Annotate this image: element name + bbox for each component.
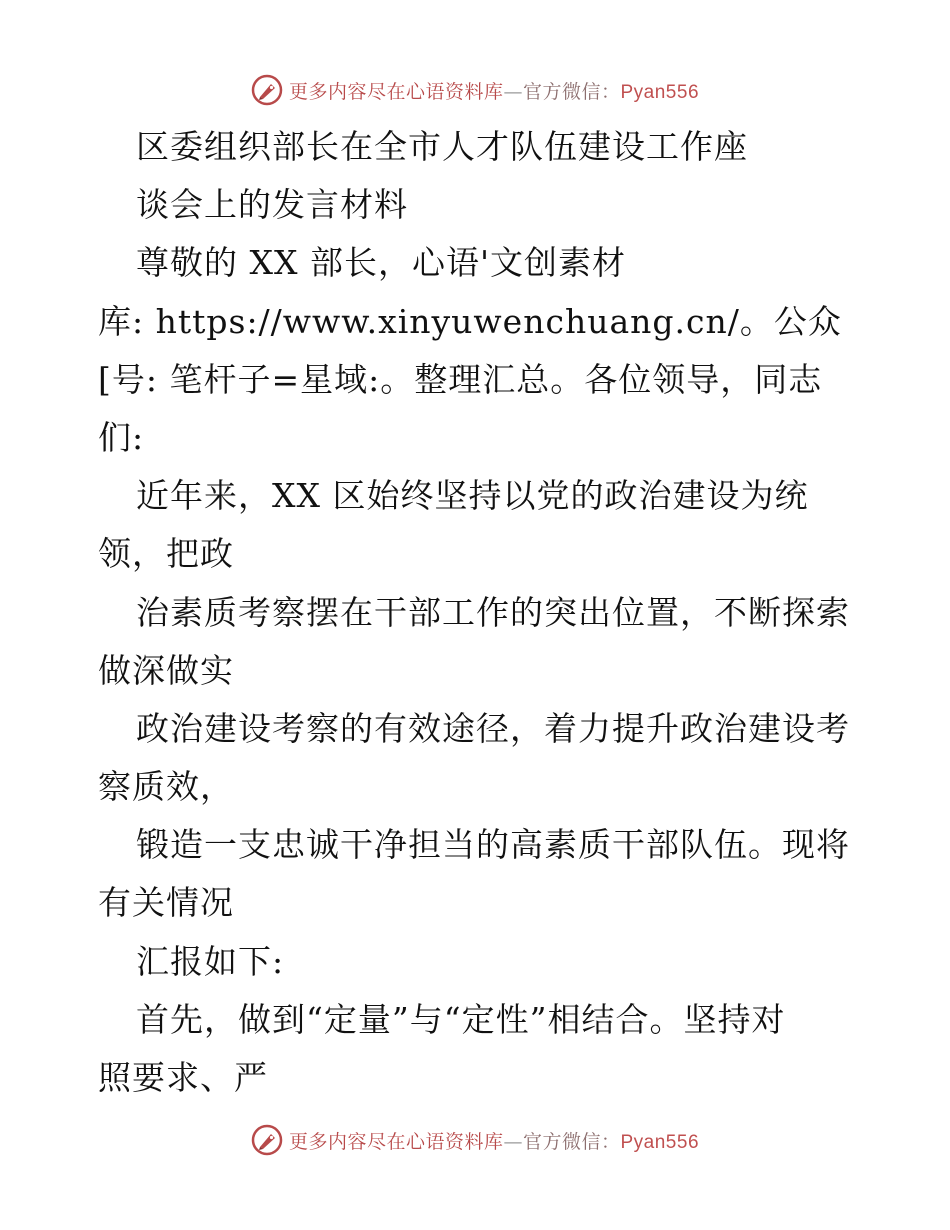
watermark-text — [289, 77, 699, 104]
document-body — [98, 118, 858, 1107]
header-watermark — [0, 70, 950, 110]
text-line: 近年来，XX 区始终坚持以党的政治建设为统 — [136, 476, 809, 516]
watermark-dash: — — [503, 1130, 523, 1153]
text-line: 们: — [98, 417, 145, 457]
text-line: 做深做实 — [98, 650, 234, 690]
text-line: 汇报如下: — [136, 941, 285, 981]
text-line: 治素质考察摆在干部工作的突出位置，不断探索 — [136, 592, 850, 632]
pen-nib-logo-icon — [251, 1124, 283, 1156]
watermark-dash: — — [503, 80, 523, 103]
text-line: 政治建设考察的有效途径，着力提升政治建设考 — [136, 708, 850, 748]
text-line: 锻造一支忠诚干净担当的高素质干部队伍。现将 — [136, 825, 850, 865]
watermark-account: Pyan556 — [620, 81, 700, 103]
watermark-wechat-label: 官方微信： — [522, 80, 621, 103]
text-line: 库: https://www.xinyuwenchuang.cn/。公众 — [98, 301, 842, 341]
text-line: 察质效， — [98, 767, 234, 807]
text-line: 尊敬的 XX 部长，心语'文创素材 — [136, 243, 627, 283]
watermark-account: Pyan556 — [620, 1131, 700, 1153]
watermark-site-text: 更多内容尽在心语资料库 — [288, 1130, 504, 1153]
footer-watermark — [0, 1120, 950, 1160]
text-line: 领，把政 — [98, 534, 234, 574]
text-line: 谈会上的发言材料 — [136, 185, 408, 225]
text-line: [号: 笔杆子=星域:。整理汇总。各位领导，同志 — [98, 359, 823, 399]
text-line: 有关情况 — [98, 883, 234, 923]
pen-nib-logo-icon — [251, 74, 283, 106]
text-line: 首先，做到“定量”与“定性”相结合。坚持对 — [136, 999, 786, 1039]
watermark-wechat-label: 官方微信： — [522, 1130, 621, 1153]
text-line: 照要求、严 — [98, 1058, 268, 1097]
watermark-text — [289, 1127, 699, 1154]
watermark-site-text: 更多内容尽在心语资料库 — [288, 80, 504, 103]
text-line: 区委组织部长在全市人才队伍建设工作座 — [136, 127, 748, 166]
